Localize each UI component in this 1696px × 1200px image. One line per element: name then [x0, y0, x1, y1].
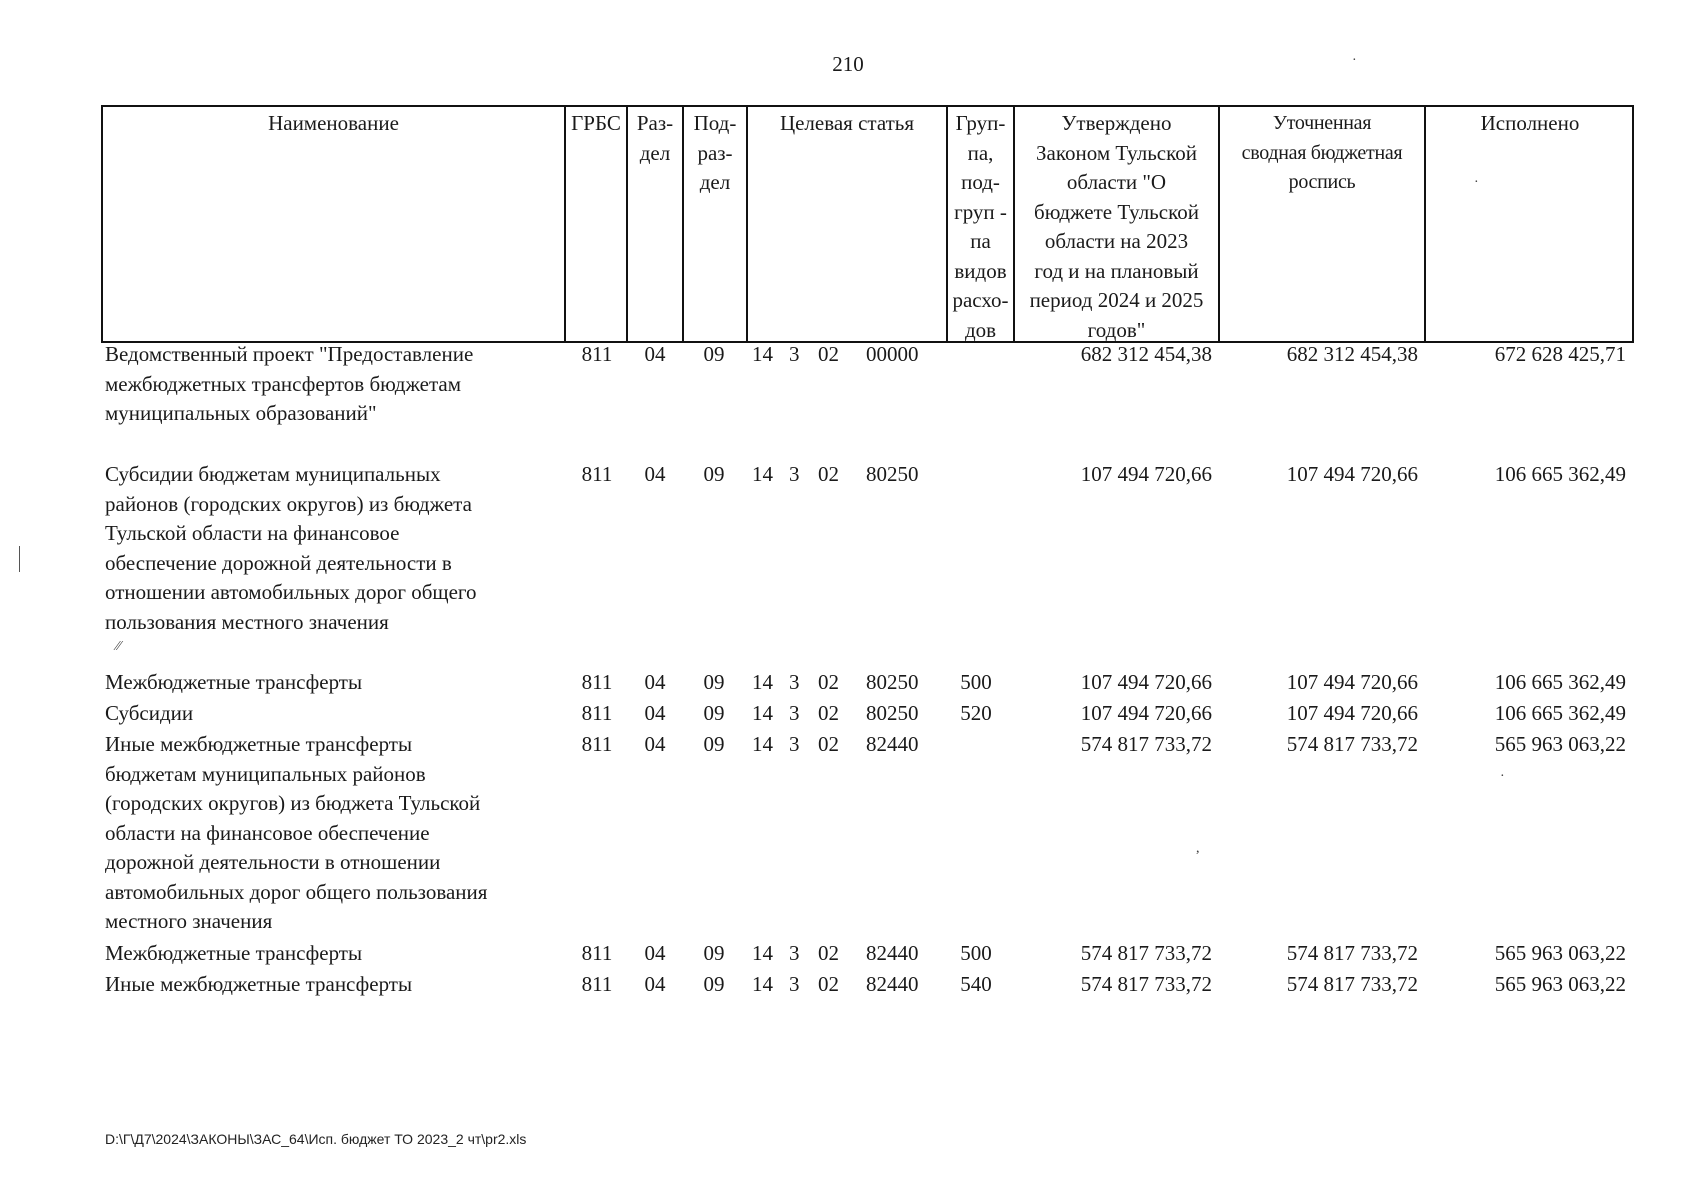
row-expense-group: 520 [960, 701, 992, 725]
table-header [101, 105, 1634, 343]
scan-mark: · [1500, 769, 1505, 784]
row-target-type: 3 [789, 972, 800, 996]
row-razdel: 04 [644, 670, 666, 694]
row-executed-amount: 565 963 063,22 [1494, 941, 1626, 965]
row-refined-amount: 574 817 733,72 [1286, 941, 1418, 965]
row-podrazdel: 09 [703, 972, 725, 996]
header-target-article: Целевая статья [748, 107, 948, 341]
row-executed-amount: 106 665 362,49 [1494, 462, 1626, 486]
row-approved-amount: 107 494 720,66 [1080, 670, 1212, 694]
row-target-project: 02 [818, 342, 839, 366]
header-podrazdel: Под- раз- дел [684, 107, 748, 341]
scan-mark: · [1352, 53, 1357, 68]
row-name-line: автомобильных дорог общего пользования [105, 879, 488, 904]
row-target-direction: 80250 [866, 462, 919, 486]
row-target-program: 14 [752, 462, 773, 486]
row-target-type: 3 [789, 670, 800, 694]
row-expense-group: 540 [960, 972, 992, 996]
row-name [105, 699, 565, 729]
row-target-direction: 80250 [866, 670, 919, 694]
row-target-project: 02 [818, 732, 839, 756]
row-target-program: 14 [752, 972, 773, 996]
row-name-line: отношении автомобильных дорог общего [105, 580, 477, 604]
row-target-project: 02 [818, 670, 839, 694]
row-name-line: Ведомственный проект "Предоставление [105, 342, 474, 366]
row-target-type: 3 [789, 941, 800, 965]
row-approved-amount: 574 817 733,72 [1080, 941, 1212, 965]
row-name-line: районов (городских округов) из бюджета [105, 491, 472, 516]
row-executed-amount: 565 963 063,22 [1494, 732, 1626, 756]
scan-mark: ⁄⁄ [116, 639, 121, 654]
header-approved: Утверждено Законом Тульской области "О бюджете Тульской области на 2023 год и на плановый период 2024 и 2025 годов" [1015, 107, 1220, 341]
row-grbs: 811 [581, 462, 613, 486]
row-target-program: 14 [752, 342, 773, 366]
row-name [105, 939, 565, 969]
page-number: 210 [832, 52, 864, 76]
row-executed-amount: 672 628 425,71 [1494, 342, 1626, 366]
row-target-project: 02 [818, 972, 839, 996]
row-podrazdel: 09 [703, 670, 725, 694]
row-approved-amount: 574 817 733,72 [1080, 972, 1212, 996]
row-name-line: Тульской области на финансовое [105, 521, 400, 545]
row-razdel: 04 [644, 701, 666, 725]
row-name-line: дорожной деятельности в отношении [105, 850, 441, 874]
row-razdel: 04 [644, 732, 666, 756]
row-expense-group: 500 [960, 670, 992, 694]
row-approved-amount: 682 312 454,38 [1080, 342, 1212, 366]
row-target-type: 3 [789, 462, 800, 486]
row-executed-amount: 106 665 362,49 [1494, 701, 1626, 725]
row-grbs: 811 [581, 670, 613, 694]
row-razdel: 04 [644, 972, 666, 996]
row-name [105, 970, 565, 1000]
row-approved-amount: 107 494 720,66 [1080, 701, 1212, 725]
row-podrazdel: 09 [703, 732, 725, 756]
row-podrazdel: 09 [703, 941, 725, 965]
row-name-line: обеспечение дорожной деятельности в [105, 550, 452, 575]
row-refined-amount: 107 494 720,66 [1286, 462, 1418, 486]
scan-mark: , [1196, 841, 1200, 856]
row-name-line: (городских округов) из бюджета Тульской [105, 791, 481, 815]
row-refined-amount: 574 817 733,72 [1286, 972, 1418, 996]
row-name [105, 668, 565, 698]
row-name-line: Межбюджетные трансферты [105, 670, 363, 694]
row-target-program: 14 [752, 670, 773, 694]
row-razdel: 04 [644, 941, 666, 965]
scan-mark: · [1474, 175, 1479, 190]
row-name-line: Субсидии [105, 701, 194, 725]
row-razdel: 04 [644, 342, 666, 366]
row-name-line: бюджетам муниципальных районов [105, 761, 426, 786]
row-grbs: 811 [581, 941, 613, 965]
row-name-line: пользования местного значения [105, 609, 389, 634]
row-target-program: 14 [752, 941, 773, 965]
row-name [105, 460, 565, 637]
row-name-line: местного значения [105, 909, 273, 933]
row-podrazdel: 09 [703, 462, 725, 486]
row-grbs: 811 [581, 972, 613, 996]
header-refined: Уточненная сводная бюджетная роспись [1220, 107, 1426, 341]
header-name: Наименование [103, 107, 566, 341]
row-target-type: 3 [789, 342, 800, 366]
row-grbs: 811 [581, 701, 613, 725]
footer-file-path: D:\Г\Д7\2024\ЗАКОНЫ\ЗАС_64\Исп. бюджет ТО 2023_2 чт\pr2.xls [105, 1131, 527, 1147]
row-target-program: 14 [752, 701, 773, 725]
row-name-line: Межбюджетные трансферты [105, 941, 363, 965]
row-target-direction: 80250 [866, 701, 919, 725]
row-razdel: 04 [644, 462, 666, 486]
row-name-line: муниципальных образований" [105, 401, 377, 425]
row-target-direction: 82440 [866, 941, 919, 965]
row-target-program: 14 [752, 732, 773, 756]
header-razdel: Раз- дел [628, 107, 684, 341]
row-expense-group: 500 [960, 941, 992, 965]
row-name-line: межбюджетных трансфертов бюджетам [105, 371, 462, 396]
row-podrazdel: 09 [703, 701, 725, 725]
row-grbs: 811 [581, 342, 613, 366]
row-executed-amount: 106 665 362,49 [1494, 670, 1626, 694]
row-target-project: 02 [818, 462, 839, 486]
row-name [105, 340, 565, 429]
row-approved-amount: 574 817 733,72 [1080, 732, 1212, 756]
row-target-project: 02 [818, 941, 839, 965]
row-name [105, 730, 565, 937]
row-target-direction: 00000 [866, 342, 919, 366]
header-grbs: ГРБС [566, 107, 628, 341]
row-refined-amount: 574 817 733,72 [1286, 732, 1418, 756]
row-name-line: Субсидии бюджетам муниципальных [105, 462, 441, 486]
margin-tick [19, 546, 20, 572]
row-approved-amount: 107 494 720,66 [1080, 462, 1212, 486]
row-refined-amount: 107 494 720,66 [1286, 670, 1418, 694]
row-target-direction: 82440 [866, 732, 919, 756]
row-name-line: области на финансовое обеспечение [105, 820, 430, 845]
row-executed-amount: 565 963 063,22 [1494, 972, 1626, 996]
row-target-type: 3 [789, 732, 800, 756]
row-refined-amount: 107 494 720,66 [1286, 701, 1418, 725]
row-target-project: 02 [818, 701, 839, 725]
row-target-type: 3 [789, 701, 800, 725]
row-podrazdel: 09 [703, 342, 725, 366]
row-refined-amount: 682 312 454,38 [1286, 342, 1418, 366]
row-name-line: Иные межбюджетные трансферты [105, 732, 413, 756]
header-expense-group: Груп- па, под- груп - па видов расхо- дов [948, 107, 1015, 341]
row-name-line: Иные межбюджетные трансферты [105, 972, 413, 996]
header-executed: Исполнено [1480, 111, 1580, 135]
row-target-direction: 82440 [866, 972, 919, 996]
row-grbs: 811 [581, 732, 613, 756]
